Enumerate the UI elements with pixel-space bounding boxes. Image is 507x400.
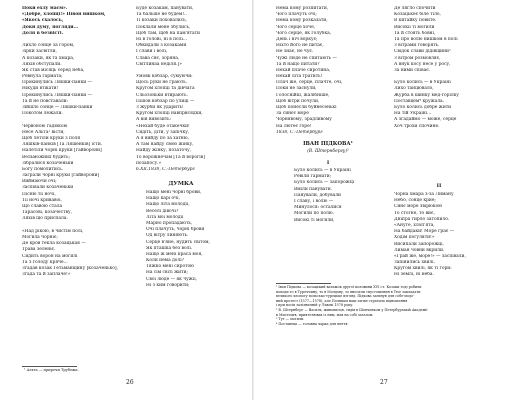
poem-line: Могила чорніє;: [22, 234, 58, 240]
poem-line: Висипали запорожці,: [394, 241, 444, 247]
poem-line: Кругом хлопці та дівчата: [136, 86, 195, 92]
poem-line: Кругом хвилі, як ті гори:: [394, 266, 452, 272]
left-footnote: ¹ Альта — приречи Трубежа.: [24, 368, 79, 372]
poem-line: Серце в'яне, нудить світом,: [146, 239, 210, 245]
poem-line: Ні з ким говорити;: [146, 282, 190, 288]
poem-line: Лихо танцювало,: [394, 86, 434, 92]
poem-line: На лютеє горе!: [276, 123, 312, 129]
ivan-dedication: (В. Штернбергу)²: [307, 149, 349, 154]
poem-line: Буде козакам, панувати,: [136, 6, 194, 11]
poem-line: Щоб понесли буйнесенькі: [276, 105, 337, 110]
duma-poem: [146, 190, 210, 289]
poem-line: Лихло сонце за гором,: [22, 43, 75, 49]
poem-line: Сидить ворон на могилі: [22, 253, 78, 259]
poem-line: Умовк кобзар, сумуючи:: [136, 74, 193, 80]
poem-line: День і ніч воркує;: [276, 36, 318, 42]
footnote-line: ний протест (1577—1578), але Полякам наш загин стратила відношення: [276, 298, 408, 303]
poem-line: Щоб летіли круки з поля: [22, 135, 81, 141]
poem-line: Високії ті могили: [394, 24, 435, 30]
poem-line: Пісню тії ночі,: [22, 191, 56, 197]
poem-line: Прокинулись Ляшки-панки —: [22, 80, 93, 86]
footnote-line: ³ Тут — могили.: [276, 317, 305, 322]
poem-line: Ходім погуляти!»: [394, 235, 435, 241]
poem-line: А козаки, як та хмара,: [22, 55, 75, 61]
poem-line: Чорнявому, зрадливому: [276, 117, 332, 123]
ivan-poem: [294, 168, 354, 224]
poem-line: Найду жінку, позаточу,: [136, 148, 192, 154]
poem-line: З журби як ударить!: [136, 105, 184, 110]
poem-line: Поклали мене збулись,: [136, 24, 191, 30]
poem-line: Та бальше не будем!..: [136, 12, 187, 18]
poem-line: Прокинулись Ляшки-панки —: [22, 92, 93, 98]
poem-line: Несе Альта¹ вісти,: [22, 129, 65, 135]
poem-line: Слава сяє, зоряна,: [136, 55, 180, 61]
poem-line: На сім світі жити;: [146, 270, 188, 276]
poem-line: Свідок слави дідівщини³: [394, 49, 451, 55]
poem-line: Нема кому розказати,: [276, 18, 328, 24]
poem-line: Нехай плаче сиротина,: [276, 67, 331, 73]
poem-line: Нащо мені чорні брови,: [146, 190, 202, 195]
poem-line: На тій Україні...: [394, 111, 432, 117]
ivan-title: ІВАН ПІДКОВА¹: [303, 141, 353, 147]
left-page: [0, 0, 253, 400]
poem-line: Нащо літа молодії,: [146, 202, 190, 208]
poem-line: Чого серце хоче,: [276, 24, 316, 30]
poem-line: Налетіли чорні круки [гайворони]: [22, 148, 102, 154]
poem-line: Що славою стала: [22, 204, 63, 209]
poem-line: Світлинаа неділя.]»: [136, 61, 182, 67]
poem-line: 6.XII.1838, С.-Петербург: [136, 166, 195, 172]
footnote-line: і при посів залізничній у Львові 1578 року.: [276, 303, 354, 308]
footnote-line: ⁴ Поставець — головна чарка для пиття.: [276, 321, 349, 326]
poem-line: Було колись — запорожці: [294, 180, 355, 186]
poem-line: Веселі дівочі?: [146, 208, 179, 214]
poem-line: А внук косу несе у росу,: [394, 61, 451, 67]
poem-line: Ляхів обступали.: [22, 61, 62, 67]
poem-line: Чого серце, як голубка,: [276, 30, 332, 36]
poem-line: Та й не повставали:: [22, 98, 69, 104]
poem-line: Та й нащо питати?: [276, 61, 320, 67]
poem-line: Сльозоньки втирають.: [136, 92, 188, 98]
poem-line: Дніпра гирло затопило.: [394, 216, 450, 222]
poem-line: «Над рікою, в чистім полі,: [22, 228, 84, 234]
poem-line: Зібралися козаченьки: [22, 160, 74, 166]
poem-line: Ті козаки поховались,: [136, 18, 187, 24]
poem-line: Щоб вітри почули,: [276, 98, 320, 104]
poem-line: Кругом хлопці навприсядки,: [136, 111, 203, 117]
poem-line: Чужі люде не спитають —: [276, 55, 337, 61]
poem-line: Заграли чорні круки [гайворони]: [22, 173, 100, 179]
poem-line: Чорна хмара з-за Лиману: [394, 192, 454, 197]
poem-line: Свої люде — як чужії,: [146, 276, 198, 282]
footnote-line: ² В. Штернберг — Василь, живописця, сидів в Шевченком у Петербурзькій Академії: [276, 307, 428, 312]
poem-line: Як став місяць серед неба,: [22, 67, 85, 73]
poem-line: Коли нема долі?: [146, 258, 185, 264]
footnote-line: ¹ Іван Підкова — козацький ватажок другої половини XVI ст. Козаки тоді робили: [276, 285, 422, 289]
right-footnotes: [276, 285, 427, 326]
poem-line: А там найду свою жінку,: [136, 142, 194, 148]
poem-line: Доля в безвісті.: [22, 30, 64, 36]
poem-line: Поки ехлу маєм».: [22, 6, 68, 11]
poem-line: Нема кому розпитати,: [276, 6, 329, 11]
poem-line: То ворожнечам [Та й ворогів]: [136, 154, 205, 160]
poem-line: Щоб там, щоб на пам'ятати: [136, 30, 200, 36]
poem-line: Згада та й заплаче!»: [22, 272, 71, 278]
poem-line: Вміли панувати.: [294, 186, 333, 192]
page-number-right: 27: [380, 379, 388, 386]
poem-line: Небо, сонце крие;: [394, 198, 436, 204]
poem-line: Трава зеленіє.: [22, 247, 56, 253]
poem-line: Журба в шинку мед-горілку: [394, 92, 459, 98]
poem-line: З вітром розмовляє,: [394, 55, 441, 61]
poem-column-right-2: [394, 6, 459, 130]
right-page: [254, 0, 507, 400]
poem-line: Козацькеє біле тіло,: [394, 12, 441, 18]
footnote-line: великого хлопогу польсько-турецьке взгляд. Підкова загинув для собе-модо-: [276, 294, 415, 299]
poem-line: Літа мої молодії: [146, 214, 184, 220]
poem-line: Було колись — в Україні: [294, 168, 351, 173]
poem-line: Зірки засвітли,: [22, 49, 57, 55]
poem-column-left-2: [136, 6, 205, 173]
poem-line: Поставцем⁴ кружала.: [394, 98, 445, 104]
poem-line: Лиман човни вкрили.: [394, 247, 445, 253]
poem-line: Голоснійш, жалібніше,: [276, 92, 330, 98]
part-two-number: II: [436, 183, 442, 189]
poem-line: Нащо карі очі,: [146, 196, 180, 202]
poem-line: Де лягло спочити: [394, 6, 436, 11]
poem-line: «Ануте, хлоп'ята,: [394, 222, 435, 228]
poem-line: Ляшків-панків [Та Ляшенків] їсти.: [22, 142, 103, 148]
poem-line: А він вивозить:: [136, 117, 172, 123]
poem-line: Тяжко мені сиротою: [146, 264, 194, 270]
poem-line: В китайку повите.: [394, 18, 437, 24]
poem-line: Високі ті могили,: [294, 217, 335, 223]
poem-line: Виймаючи очі;: [22, 179, 57, 185]
poem-line: Та й стоять бовні,: [394, 30, 436, 36]
poem-line: Нащо ж мені краса моя,: [146, 251, 203, 257]
poem-line: За ними співає.: [394, 67, 431, 73]
poem-line: Ляхів що приспала.: [22, 216, 68, 222]
poem-line: Марно пропадають,: [146, 220, 193, 226]
poem-line: Запінились хвилі.: [394, 260, 435, 266]
poem-line: Ревнула гармата;: [22, 74, 63, 80]
poem-line: Ні землі, ні неба.: [394, 272, 434, 278]
poem-line: Ні в голові, ні в полі...: [136, 36, 188, 42]
poem-line: Згадав козак Гетьманщину [козаченько],: [22, 265, 119, 271]
poem-line: Де кров текла козацькая —: [22, 241, 86, 247]
poem-line: Панували, добували: [294, 192, 341, 198]
poem-line: Могили по полю.: [294, 211, 335, 217]
poem-line: То стогне, то виє,: [394, 210, 435, 216]
poem-line: Та з голоду кряче...: [22, 259, 68, 265]
poem-line: І слави і волі,: [136, 49, 168, 55]
poem-line: Тарасові, козачеству,: [22, 210, 72, 216]
poem-line: Заспівали козаченьки: [22, 185, 74, 191]
poem-line: А згадаймо — може, серце: [394, 117, 457, 123]
poem-line: Зійшло сонце — Ляшки-панки: [22, 105, 93, 110]
poem-line: Ніхто його не питає,: [276, 43, 324, 49]
poem-line: «Добре, хлопці!» Півон нишком,: [22, 12, 106, 18]
poem-line: Та про волю нишком в полі: [394, 36, 458, 42]
poem-column-right-1: [276, 6, 342, 136]
poem-line: Як пташка без волі.: [146, 245, 193, 251]
poem-line: позапосу.»: [136, 160, 162, 166]
poem-line: Богу помолитись.: [22, 166, 64, 172]
footnote-line: в Мистецтв, приятелював із ним, мав на собі загалом.: [276, 312, 374, 317]
poem-line: Обкидали з козаками: [136, 43, 187, 49]
poem-line: Минулося: осталися: [294, 205, 342, 211]
poem-line: Було колись — в Україні: [394, 80, 451, 86]
poem-line: Плач же, серце, плачте, очі,: [276, 80, 343, 86]
poem-line: Нехай літа тратить!: [276, 74, 323, 80]
poem-line: Поки не заснули,: [276, 86, 317, 92]
footnote-rule: [22, 366, 77, 367]
poem-line: Ревіли гармати;: [294, 174, 332, 180]
poem-line: «Грай же, море!» — заспівали,: [394, 253, 466, 259]
page-number-left: 26: [126, 379, 134, 386]
poem-line: Тії ночі кривавої,: [22, 197, 62, 203]
duma-title: ДУМКА: [168, 181, 194, 187]
poem-line: Було колись добре жити: [394, 105, 452, 110]
poem-line: 1838, С.-Петербург: [276, 129, 323, 135]
poem-line: Пішов кобзар по улиці —: [136, 98, 195, 104]
poem-line: Сидіть, діти, у запічку,: [136, 129, 190, 135]
poem-line: Червоною гадюкою: [22, 123, 68, 129]
poem-line: Синє море звірюкою: [394, 204, 443, 210]
poem-line: «Якось єхалось,: [22, 18, 64, 24]
poem-line: За синєє море: [276, 111, 309, 117]
poem-line: А я вийду по за хатню,: [136, 135, 189, 141]
poem-line: Доки думу, погляди...: [22, 24, 79, 30]
poem-line: «Нехай буде отакечки!: [136, 123, 190, 129]
part-two-poem: [394, 192, 466, 279]
poem-column-left-1: [22, 6, 118, 278]
poem-line: Щось руки не грають.: [136, 80, 188, 86]
poem-line: Од вітру линяють.: [146, 233, 189, 239]
poem-line: Покотом лежали.: [22, 111, 63, 117]
ivan-part-number: І: [326, 160, 330, 166]
poem-line: На байдаки! Море грає —: [394, 229, 455, 235]
poem-line: Очі плачуть, чорні брови: [146, 227, 205, 233]
poem-line: Не знає, не чує.: [276, 49, 314, 55]
poem-line: Вельможних будить;: [22, 154, 70, 160]
poem-line: Нікуди втікати!: [22, 86, 59, 92]
footnote-rule: [276, 283, 331, 284]
poem-line: Чого плачуть очі;: [276, 12, 317, 18]
footnote-line: походи то в Туреччину, то в Молдову, то вносили спустошення в Тюе закладати: [276, 289, 421, 294]
poem-line: І славу, і волю —: [294, 198, 334, 204]
poem-line: З вітрами говорять.: [394, 43, 440, 49]
poem-line: Хоч трохи спочине.: [394, 123, 440, 129]
